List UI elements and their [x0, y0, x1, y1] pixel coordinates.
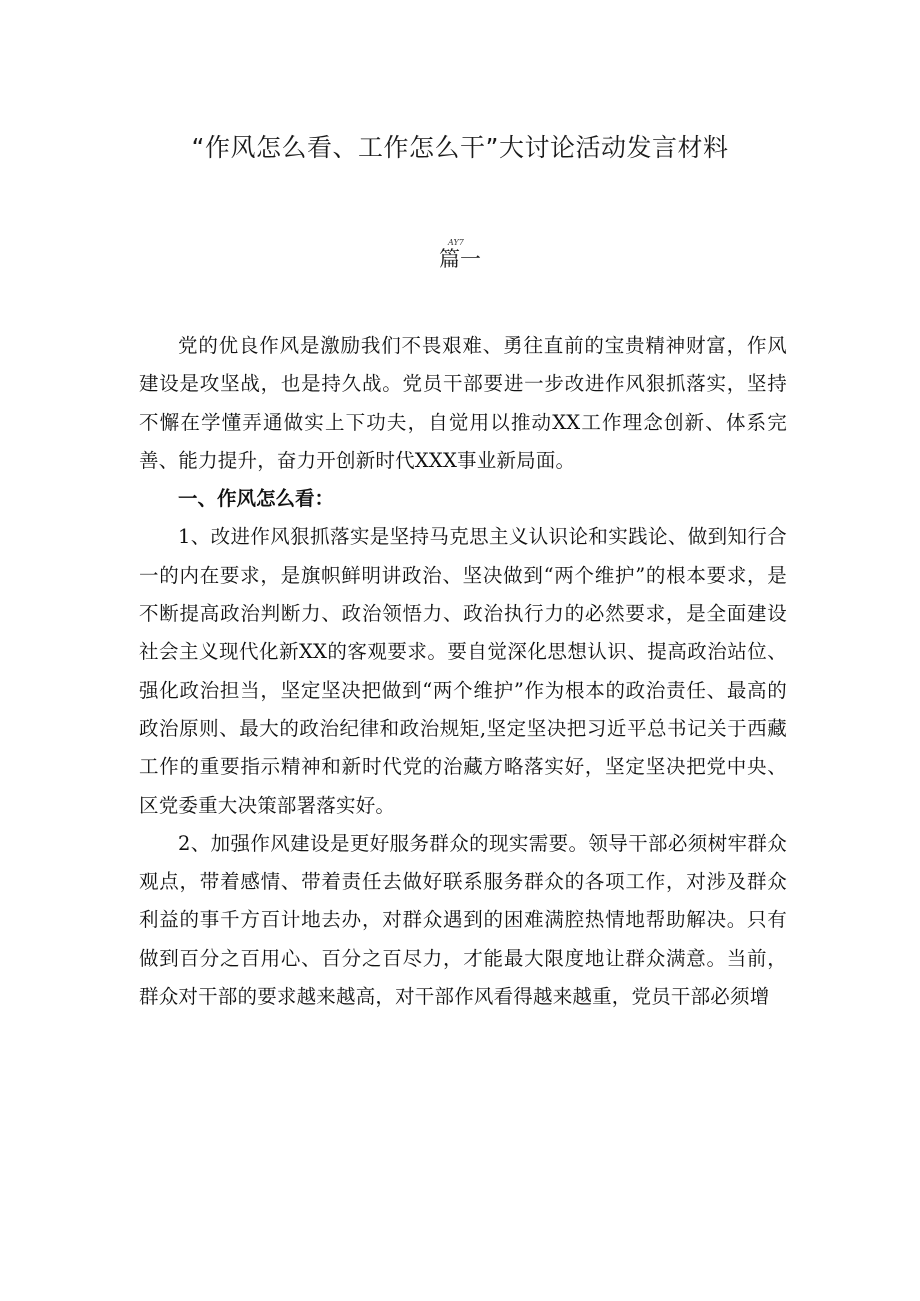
- section-heading-1: 一、作风怎么看：: [178, 487, 335, 511]
- point-1-paragraph: 1、改进作风狠抓落实是坚持马克思主义认识论和实践论、做到知行合一的内在要求，是旗帜鲜明讲政治、坚决做到“两个维护”的根本要求，是不断提高政治判断力、政治领悟力、政治执行力的必然要求，是全面建设社会主义现代化新XX的客观要求。要自觉深化思想认识、提高政治站位、强化政治担当，坚定坚决把做到“两个维护”作为根本的政治责任、最高的政治原则、最大的政治纪律和政治规矩,坚定坚决把习近平总书记关于西藏工作的重要指示精神和新时代党的治藏方略落实好，坚定坚决把党中央、区党委重大决策部署落实好。: [139, 525, 787, 817]
- document-title: “作风怎么看、工作怎么干”大讨论活动发言材料: [191, 133, 729, 162]
- section-label: 篇一: [439, 247, 481, 271]
- point-2-paragraph: 2、加强作风建设是更好服务群众的现实需要。领导干部必须树牢群众观点，带着感情、带着责任去做好联系服务群众的各项工作，对涉及群众利益的事千方百计地去办，对群众遇到的困难满腔热情地帮助解决。只有做到百分之百用心、百分之百尽力，才能最大限度地让群众满意。当前，群众对干部的要求越来越高，对干部作风看得越来越重，党员干部必须增: [139, 831, 787, 1009]
- section-mark: AY7: [448, 238, 464, 247]
- intro-paragraph: 党的优良作风是激励我们不畏艰难、勇往直前的宝贵精神财富，作风建设是攻坚战，也是持久战。党员干部要进一步改进作风狠抓落实，坚持不懈在学懂弄通做实上下功夫，自觉用以推动XX工作理念创新、体系完善、能力提升，奋力开创新时代XXX事业新局面。: [139, 334, 787, 472]
- document-body: [139, 327, 787, 1016]
